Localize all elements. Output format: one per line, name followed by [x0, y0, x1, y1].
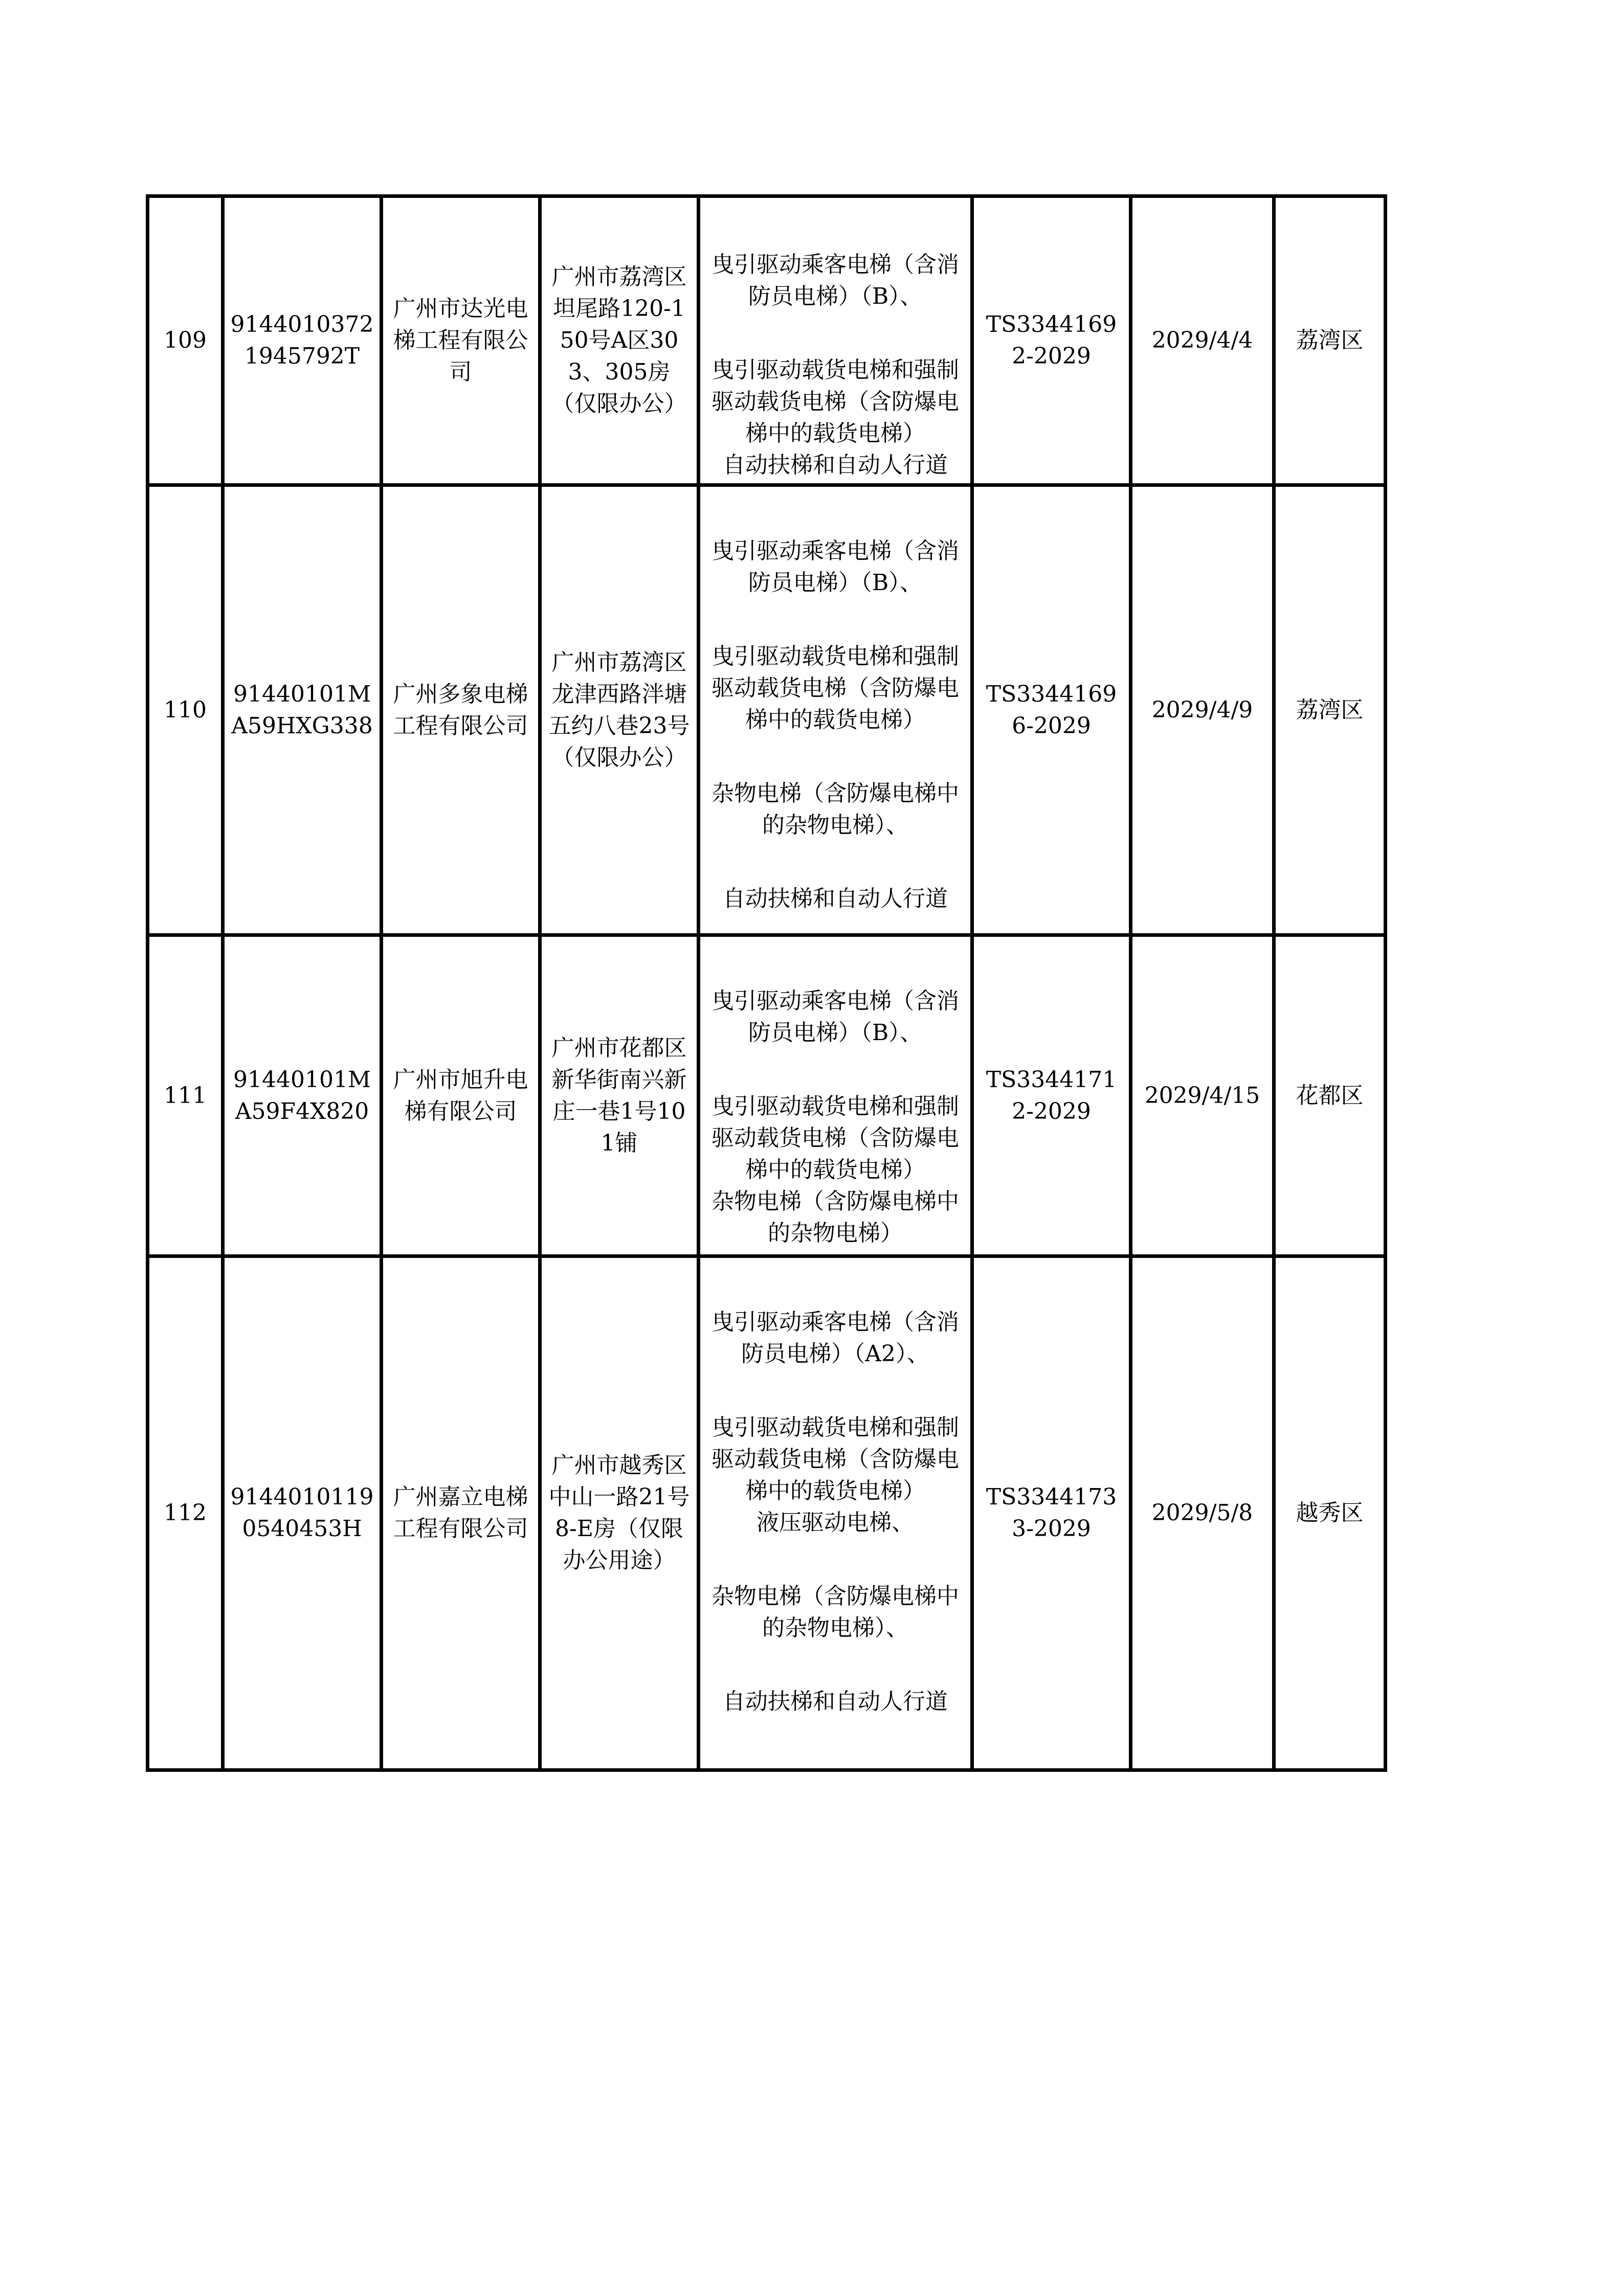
credit-code: 91440103721945792T: [223, 196, 382, 485]
license-scope: [699, 935, 972, 1256]
district: 花都区: [1274, 935, 1386, 1256]
license-scope: [699, 196, 972, 485]
credit-code: 91440101190540453H: [223, 1256, 382, 1770]
scope-item: 曳引驱动乘客电梯（含消防员电梯）（B）、: [711, 252, 959, 309]
scope-item: 杂物电梯（含防爆电梯中的杂物电梯）、: [711, 1583, 959, 1641]
row-number: 109: [148, 196, 223, 485]
certificate-number: TS33441733-2029: [972, 1256, 1131, 1770]
table-row: [148, 196, 1386, 485]
scope-item: 杂物电梯（含防爆电梯中的杂物电梯）、: [711, 780, 959, 838]
scope-item: 曳引驱动载货电梯和强制驱动载货电梯（含防爆电梯中的载货电梯）: [711, 643, 959, 733]
row-number: 110: [148, 485, 223, 935]
license-scope: [699, 485, 972, 935]
row-number: 112: [148, 1256, 223, 1770]
table-row: [148, 485, 1386, 935]
scope-item: 曳引驱动载货电梯和强制驱动载货电梯（含防爆电梯中的载货电梯）: [711, 1093, 959, 1183]
company-address: 广州市越秀区中山一路21号8-E房（仅限办公用途）: [540, 1256, 699, 1770]
table-row: [148, 935, 1386, 1256]
credit-code: 91440101MA59HXG338: [223, 485, 382, 935]
district: 荔湾区: [1274, 196, 1386, 485]
scope-item: 液压驱动电梯、: [757, 1510, 914, 1536]
scope-item: 自动扶梯和自动人行道: [723, 452, 948, 478]
scope-item: 杂物电梯（含防爆电梯中的杂物电梯）: [711, 1188, 959, 1246]
valid-until-date: 2029/5/8: [1131, 1256, 1274, 1770]
license-scope: [699, 1256, 972, 1770]
scope-item: 曳引驱动乘客电梯（含消防员电梯）（A2）、: [711, 1309, 959, 1367]
valid-until-date: 2029/4/15: [1131, 935, 1274, 1256]
company-address: 广州市花都区新华街南兴新庄一巷1号101铺: [540, 935, 699, 1256]
scope-item: 曳引驱动乘客电梯（含消防员电梯）（B）、: [711, 538, 959, 596]
table-row: [148, 1256, 1386, 1770]
district: 越秀区: [1274, 1256, 1386, 1770]
valid-until-date: 2029/4/4: [1131, 196, 1274, 485]
valid-until-date: 2029/4/9: [1131, 485, 1274, 935]
district: 荔湾区: [1274, 485, 1386, 935]
scope-item: 曳引驱动载货电梯和强制驱动载货电梯（含防爆电梯中的载货电梯）: [711, 1414, 959, 1504]
certificate-number: TS33441696-2029: [972, 485, 1131, 935]
company-name: 广州嘉立电梯工程有限公司: [382, 1256, 540, 1770]
scope-item: 曳引驱动载货电梯和强制驱动载货电梯（含防爆电梯中的载货电梯）: [711, 357, 959, 446]
company-address: 广州市荔湾区龙津西路泮塘五约八巷23号（仅限办公）: [540, 485, 699, 935]
license-record-table: [146, 194, 1387, 1772]
certificate-number: TS33441712-2029: [972, 935, 1131, 1256]
company-name: 广州多象电梯工程有限公司: [382, 485, 540, 935]
company-name: 广州市达光电梯工程有限公司: [382, 196, 540, 485]
certificate-number: TS33441692-2029: [972, 196, 1131, 485]
scope-item: 曳引驱动乘客电梯（含消防员电梯）（B）、: [711, 988, 959, 1046]
scope-item: 自动扶梯和自动人行道: [723, 1689, 948, 1715]
scope-item: 自动扶梯和自动人行道: [723, 886, 948, 912]
credit-code: 91440101MA59F4X820: [223, 935, 382, 1256]
company-address: 广州市荔湾区坦尾路120-150号A区303、305房（仅限办公）: [540, 196, 699, 485]
company-name: 广州市旭升电梯有限公司: [382, 935, 540, 1256]
row-number: 111: [148, 935, 223, 1256]
